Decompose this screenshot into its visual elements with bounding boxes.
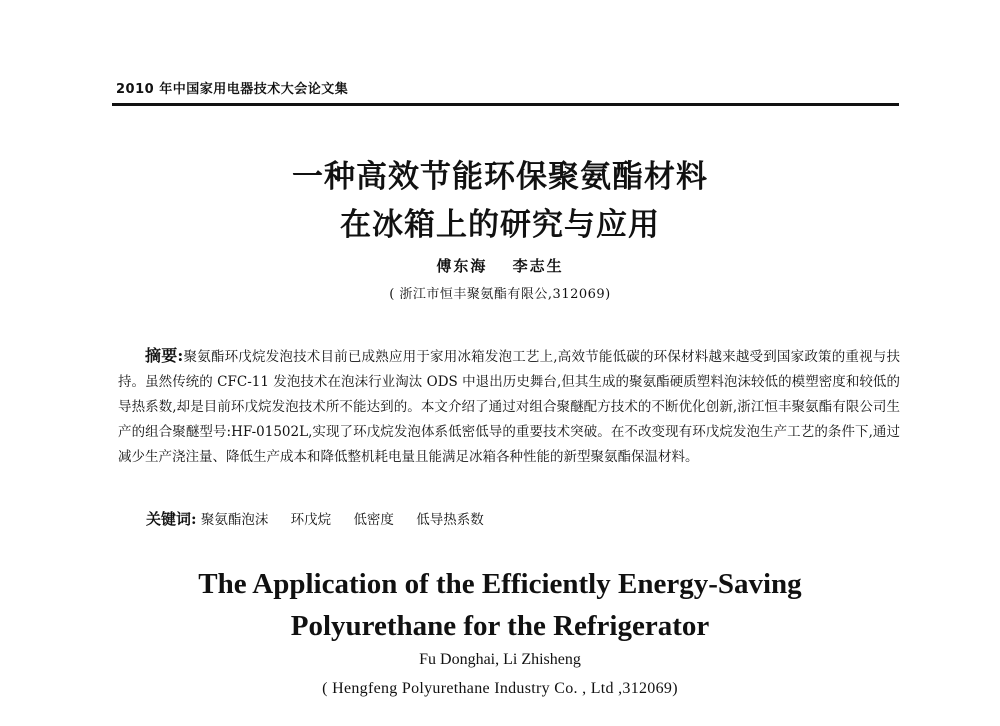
english-title-line-1: The Application of the Efficiently Energy-Saving (198, 568, 802, 600)
keyword-item: 聚氨酯泡沫 (200, 512, 269, 528)
abstract (118, 343, 900, 470)
english-title-line-2: Polyurethane for the Refrigerator (290, 610, 710, 642)
keyword-item: 环戊烷 (290, 512, 332, 528)
english-affiliation: ( Hengfeng Polyurethane Industry Co. , Ltd ,312069) (322, 680, 678, 697)
running-header: 2010 年中国家用电器技术大会论文集 (116, 82, 349, 97)
keyword-list (197, 512, 502, 528)
chinese-title-line-2: 在冰箱上的研究与应用 (340, 207, 660, 243)
chinese-authors: 傅东海 李志生 (436, 257, 564, 275)
english-authors: Fu Donghai, Li Zhisheng (419, 651, 581, 668)
keyword-item: 低导热系数 (416, 512, 484, 528)
keywords (146, 508, 502, 529)
chinese-affiliation: ( 浙江市恒丰聚氨酯有限公,312069) (389, 287, 611, 302)
keywords-label: 关键词: (146, 510, 197, 528)
chinese-title-line-1: 一种高效节能环保聚氨酯材料 (292, 159, 708, 195)
header-rule (112, 103, 899, 106)
abstract-label: 摘要: (145, 346, 184, 365)
keyword-item: 低密度 (353, 512, 394, 528)
abstract-text: 聚氨酯环戊烷发泡技术目前已成熟应用于家用冰箱发泡工艺上,高效节能低碳的环保材料越来越受到国家政策的重视与扶持。虽然传统的 CFC-11 发泡技术在泡沫行业淘汰 ODS 中退出历史舞台,但其生成的聚氨酯硬质塑料泡沫较低的模塑密度和较低的导热系数,却是目前环戊烷发泡技术所不能达到的。本文介绍了通过对组合聚醚配方技术的不断优化创新,浙江恒丰聚氨酯有限公司生产的组合聚醚型号:HF-01502L,实现了环戊烷发泡体系低密低导的重要技术突破。在不改变现有环戊烷发泡生产工艺的条件下,通过减少生产浇注量、降低生产成本和降低整机耗电量且能满足冰箱各种性能的新型聚氨酯保温材料。 (118, 349, 900, 465)
